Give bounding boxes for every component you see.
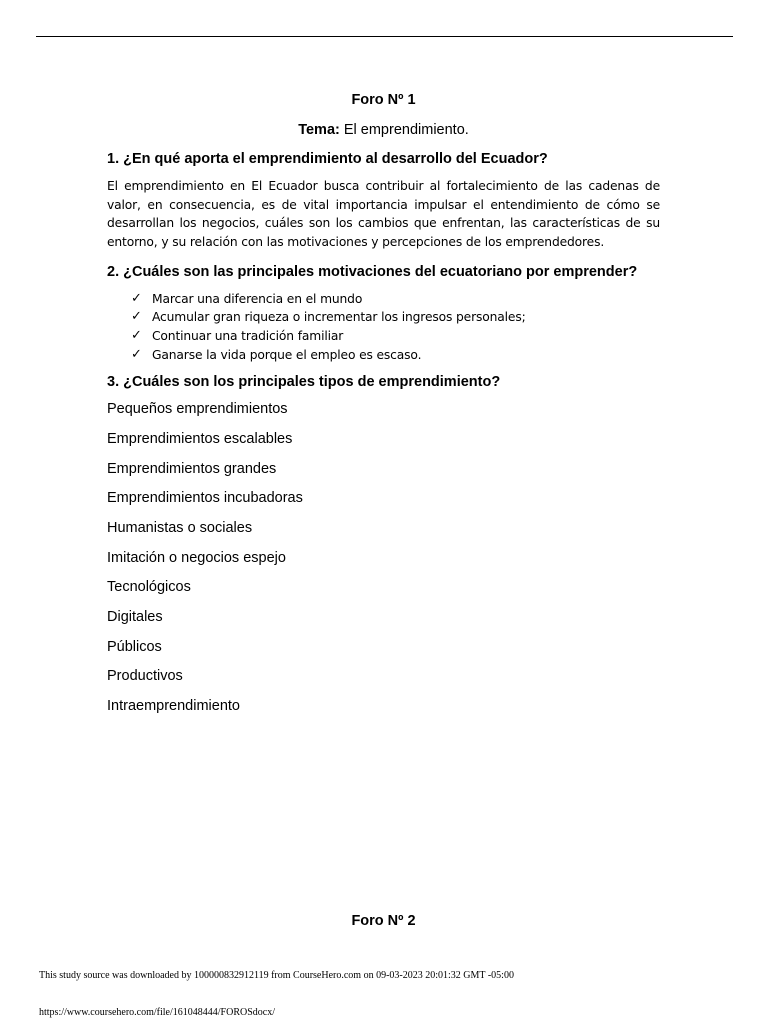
list-item: Intraemprendimiento [107,698,240,715]
source-url[interactable]: https://www.coursehero.com/file/161048444/FOROSdocx/ [39,1007,275,1018]
question-1: 1. ¿En qué aporta el emprendimiento al desarrollo del Ecuador? [107,151,548,167]
question-3: 3. ¿Cuáles son los principales tipos de emprendimiento? [107,374,501,391]
checkmark-icon: ✓ [131,328,142,343]
list-item: Pequeños emprendimientos [107,401,288,418]
checkmark-icon: ✓ [131,309,142,325]
list-item-text: Continuar una tradición familiar [152,329,344,343]
list-item: Tecnológicos [107,579,191,596]
list-item [131,346,660,365]
question-2: 2. ¿Cuáles son las principales motivaciones del ecuatoriano por emprender? [107,263,638,280]
list-item: Emprendimientos grandes [107,460,277,477]
top-divider [36,36,733,37]
topic-line [107,121,660,140]
list-item [131,290,660,309]
list-item: Emprendimientos escalables [107,430,293,447]
document-body [107,91,660,727]
entrepreneurship-types-list [107,400,660,716]
list-item-text: Ganarse la vida porque el empleo es escaso. [152,347,422,362]
checkmark-icon: ✓ [131,346,142,362]
list-item: Emprendimientos incubadoras [107,490,303,507]
forum-1-title: Foro Nº 1 [351,92,416,108]
forum-2-title: Foro Nº 2 [351,913,416,929]
download-notice: This study source was downloaded by 100000832912119 from CourseHero.com on 09-03-2023 20:01:32 GMT -05:00 [39,970,514,981]
list-item: Públicos [107,638,162,655]
topic-value: El emprendimiento. [339,122,469,138]
list-item-text: Marcar una diferencia en el mundo [152,291,363,306]
list-item [131,327,660,346]
list-item: Imitación o negocios espejo [107,549,286,566]
motivations-list [131,290,660,364]
checkmark-icon: ✓ [131,290,142,306]
topic-label: Tema: [298,122,340,138]
list-item [131,308,660,327]
list-item: Productivos [107,668,183,685]
list-item: Digitales [107,609,163,625]
list-item-text: Acumular gran riqueza o incrementar los ingresos personales; [152,310,526,325]
answer-1-paragraph: El emprendimiento en El Ecuador busca contribuir al fortalecimiento de las cadenas de valor, en consecuencia, es de vital importancia impulsar el entendimiento de cómo se desarrollan los negocios, cuáles son los cambios que enfrentan, las características de su entorno, y su relación con las motivaciones y percepciones de los emprendedores. [107,179,660,250]
list-item: Humanistas o sociales [107,519,253,536]
